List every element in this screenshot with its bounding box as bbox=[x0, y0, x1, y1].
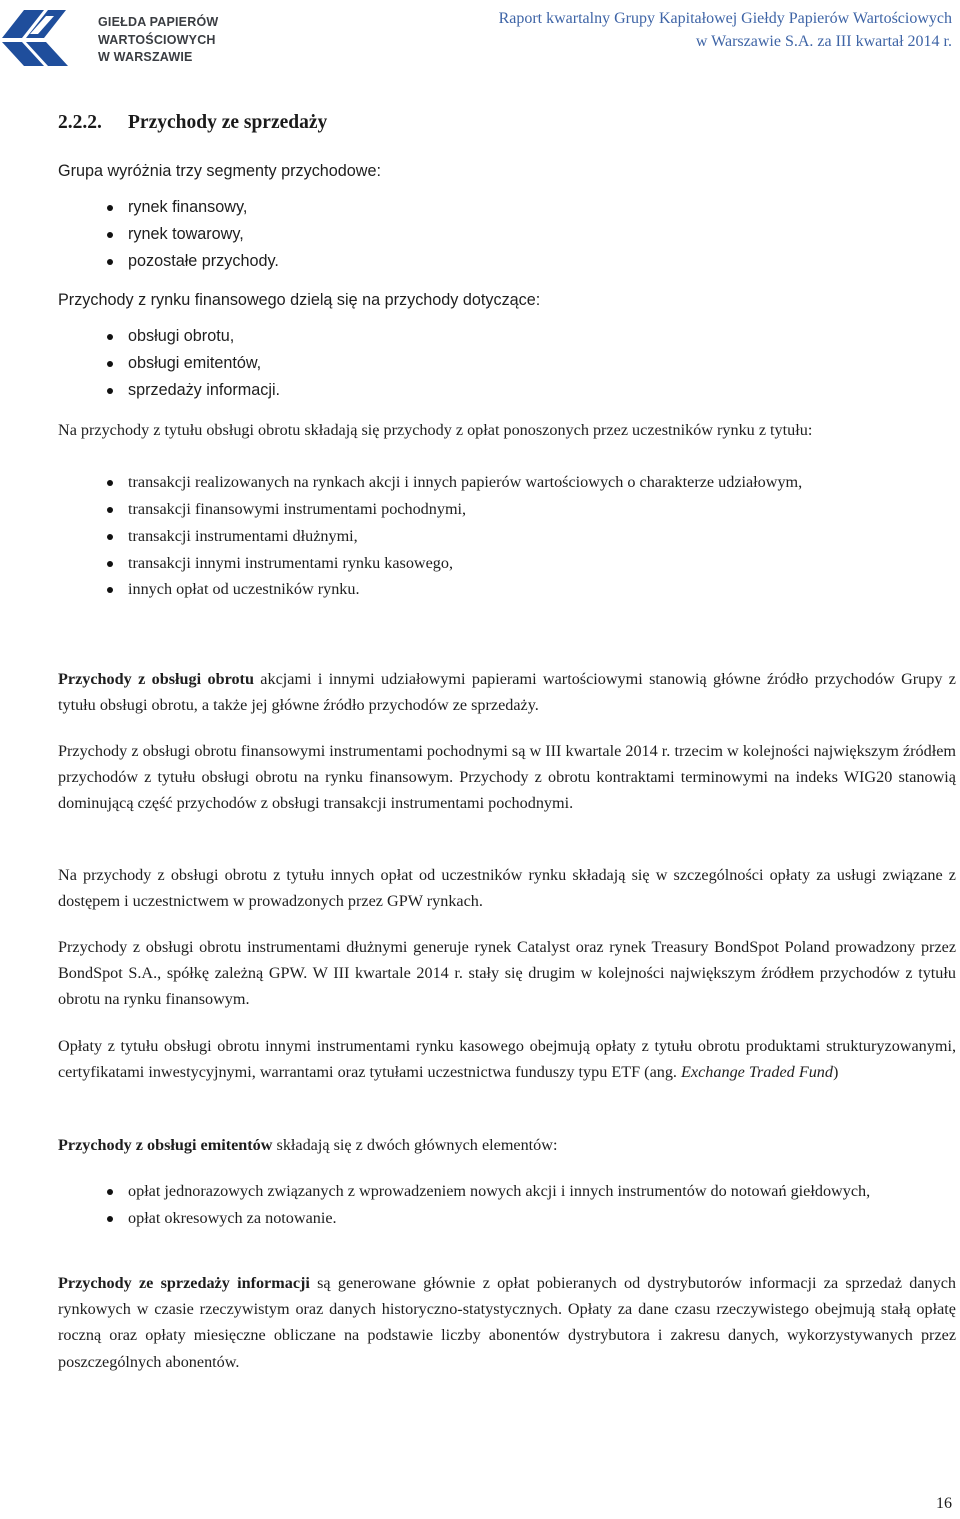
list-item: transakcji realizowanych na rynkach akcji i innych papierów wartościowych o charakterze udziałowym, bbox=[58, 469, 956, 496]
gpw-logo bbox=[0, 4, 232, 66]
list-item: rynek towarowy, bbox=[58, 221, 956, 248]
list-item: innych opłat od uczestników rynku. bbox=[58, 576, 956, 603]
issuer-list bbox=[58, 1178, 956, 1232]
p5-block bbox=[58, 1033, 956, 1085]
list-item: opłat jednorazowych związanych z wprowadzeniem nowych akcji i innych instrumentów do notowań giełdowych, bbox=[58, 1178, 956, 1205]
paragraph-other-fees: Na przychody z obsługi obrotu z tytułu innych opłat od uczestników rynku składają się w szczególności opłaty za usługi związane z dostępem i uczestnictwem w prowadzonych przez GPW rynkach. bbox=[58, 866, 956, 911]
trading-block bbox=[58, 417, 956, 603]
paragraph-derivatives: Przychody z obsługi obrotu finansowymi instrumentami pochodnymi są w III kwartale 2014 r. trzecim w kolejności największym źródłem przychodów z tytułu obsługi obrotu na rynku finansowym. Przychody z obrotu kontraktami terminowymi na indeks WIG20 stanowią dominującą część przychodów z obsługi transakcji instrumentami pochodnymi. bbox=[58, 742, 956, 813]
logo-line: WARTOŚCIOWYCH bbox=[98, 32, 216, 47]
paragraph-debt: Przychody z obsługi obrotu instrumentami dłużnymi generuje rynek Catalyst oraz rynek Treasury BondSpot Poland prowadzony przez BondSpot S.A., spółkę zależną GPW. W III kwartale 2014 r. stały się drugim w kolejności największym źródłem przychodów z tytułu obrotu na rynku finansowym. bbox=[58, 938, 956, 1009]
report-title-line: Raport kwartalny Grupy Kapitałowej Giełdy Papierów Wartościowych bbox=[498, 10, 952, 27]
list-item: obsługi obrotu, bbox=[58, 323, 956, 350]
logo-line: GIEŁDA PAPIERÓW bbox=[98, 15, 219, 29]
bold-lead: Przychody z obsługi emitentów bbox=[58, 1136, 273, 1154]
list-item: transakcji finansowymi instrumentami pochodnymi, bbox=[58, 496, 956, 523]
intro-paragraph: Grupa wyróżnia trzy segmenty przychodowe: bbox=[58, 162, 381, 180]
financial-block bbox=[58, 287, 956, 404]
segments-block bbox=[58, 158, 956, 275]
gpw-logo-mark bbox=[0, 4, 90, 66]
report-title-line: w Warszawie S.A. za III kwartał 2014 r. bbox=[695, 32, 952, 50]
logo-wordmark bbox=[98, 14, 218, 67]
paragraph-cash-market bbox=[58, 1033, 956, 1085]
p7-block bbox=[58, 1270, 956, 1375]
financial-intro: Przychody z rynku finansowego dzielą się na przychody dotyczące: bbox=[58, 291, 541, 309]
list-item: rynek finansowy, bbox=[58, 194, 956, 221]
list-item: sprzedaży informacji. bbox=[58, 377, 956, 404]
page-number: 16 bbox=[936, 1495, 952, 1512]
paragraph-text: są generowane głównie z opłat pobieranych od dystrybutorów informacji za sprzedaż danych rynkowych w czasie rzeczywistym oraz danych historyczno-statystycznych. Opłaty za dane czasu rzeczywistego obejmują stałą opłatę roczną oraz opłaty miesięczne obliczane na podstawie liczby abonentów dystrybutora i zakresu danych, wykorzystywanych przez poszczególnych abonentów. bbox=[58, 1274, 956, 1371]
list-item: transakcji innymi instrumentami rynku kasowego, bbox=[58, 550, 956, 577]
list-item: obsługi emitentów, bbox=[58, 350, 956, 377]
p1-block bbox=[58, 666, 956, 718]
bold-lead: Przychody z obsługi obrotu bbox=[58, 670, 254, 688]
section-heading bbox=[58, 112, 327, 134]
list-item: opłat okresowych za notowanie. bbox=[58, 1205, 956, 1232]
paragraph-trading-revenue bbox=[58, 666, 956, 718]
paragraph-text: składają się z dwóch głównych elementów: bbox=[272, 1136, 558, 1154]
section-number: 2.2.2. bbox=[58, 112, 102, 133]
report-title bbox=[412, 8, 952, 53]
p6-block bbox=[58, 1132, 956, 1232]
paragraph-end: ) bbox=[833, 1063, 839, 1082]
list-item: pozostałe przychody. bbox=[58, 248, 956, 275]
trading-list bbox=[58, 469, 956, 603]
logo-line: W WARSZAWIE bbox=[98, 50, 193, 64]
trading-intro: Na przychody z tytułu obsługi obrotu składają się przychody z opłat ponoszonych przez uczestników rynku z tytułu: bbox=[58, 421, 813, 439]
p4-block bbox=[58, 934, 956, 1013]
italic-term: Exchange Traded Fund bbox=[681, 1063, 833, 1082]
paragraph-issuers bbox=[58, 1132, 956, 1158]
paragraph-information bbox=[58, 1270, 956, 1375]
financial-list bbox=[58, 323, 956, 403]
p3-block bbox=[58, 862, 956, 914]
paragraph-text: akcjami i innymi udziałowymi papierami wartościowymi stanowią główne źródło przychodów Grupy z tytułu obsługi obrotu, a także jej główne źródło przychodów ze sprzedaży. bbox=[58, 670, 956, 715]
list-item: transakcji instrumentami dłużnymi, bbox=[58, 523, 956, 550]
section-title: Przychody ze sprzedaży bbox=[128, 112, 328, 133]
paragraph-text: Opłaty z tytułu obsługi obrotu innymi instrumentami rynku kasowego obejmują opłaty z tytułu obrotu produktami strukturyzowanymi, certyfikatami inwestycyjnymi, warrantami oraz tytułami uczestnictwa funduszy typu ETF (ang. bbox=[58, 1037, 956, 1082]
bold-lead: Przychody ze sprzedaży informacji bbox=[58, 1274, 310, 1292]
p2-block bbox=[58, 738, 956, 817]
segments-list bbox=[58, 194, 956, 274]
